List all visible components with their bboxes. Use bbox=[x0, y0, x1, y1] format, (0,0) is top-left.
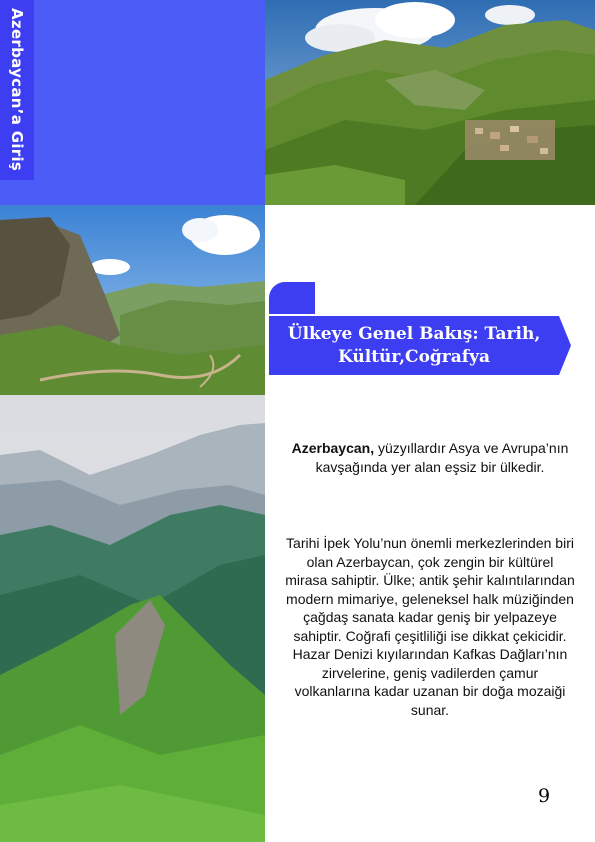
intro-paragraph bbox=[285, 439, 575, 476]
intro-rest: yüzyıllardır Asya ve Avrupa’nın kavşağında yer alan eşsiz bir ülkedir. bbox=[315, 440, 569, 475]
section-side-tab bbox=[0, 0, 34, 180]
body-paragraph: Tarihi İpek Yolu’nun önemli merkezlerinden biri olan Azerbaycan, çok zengin bir kültürel mirasa sahiptir. Ülke; antik şehir kalıntılarından modern mimariye, geleneksel halk müziğinden çağdaş sanata kadar geniş bir yelpazeye sahiptir. Coğrafi çeşitliliği ise dikkat çekicidir. Hazar Denizi kıyılarından Kafkas Dağları’nın zirvelerine, geniş vadilerden çamur volkanlarına kadar uzanan bir doğa mozaiği sunar. bbox=[285, 535, 575, 718]
page-number: 9 bbox=[538, 785, 551, 807]
cliff-valley-photo bbox=[0, 205, 265, 395]
blue-color-block bbox=[0, 0, 265, 205]
section-side-tab-label: Azerbaycan’a Giriş bbox=[8, 8, 26, 172]
intro-bold: Azerbaycan, bbox=[291, 440, 375, 456]
green-ridge-photo bbox=[0, 395, 265, 842]
mountain-village-photo bbox=[265, 0, 595, 205]
section-title-line2: Kültür,Coğrafya bbox=[337, 346, 490, 367]
section-title-banner bbox=[269, 316, 571, 375]
section-title-line1: Ülkeye Genel Bakış: Tarih, bbox=[287, 323, 541, 344]
banner-tab-accent bbox=[269, 282, 315, 314]
